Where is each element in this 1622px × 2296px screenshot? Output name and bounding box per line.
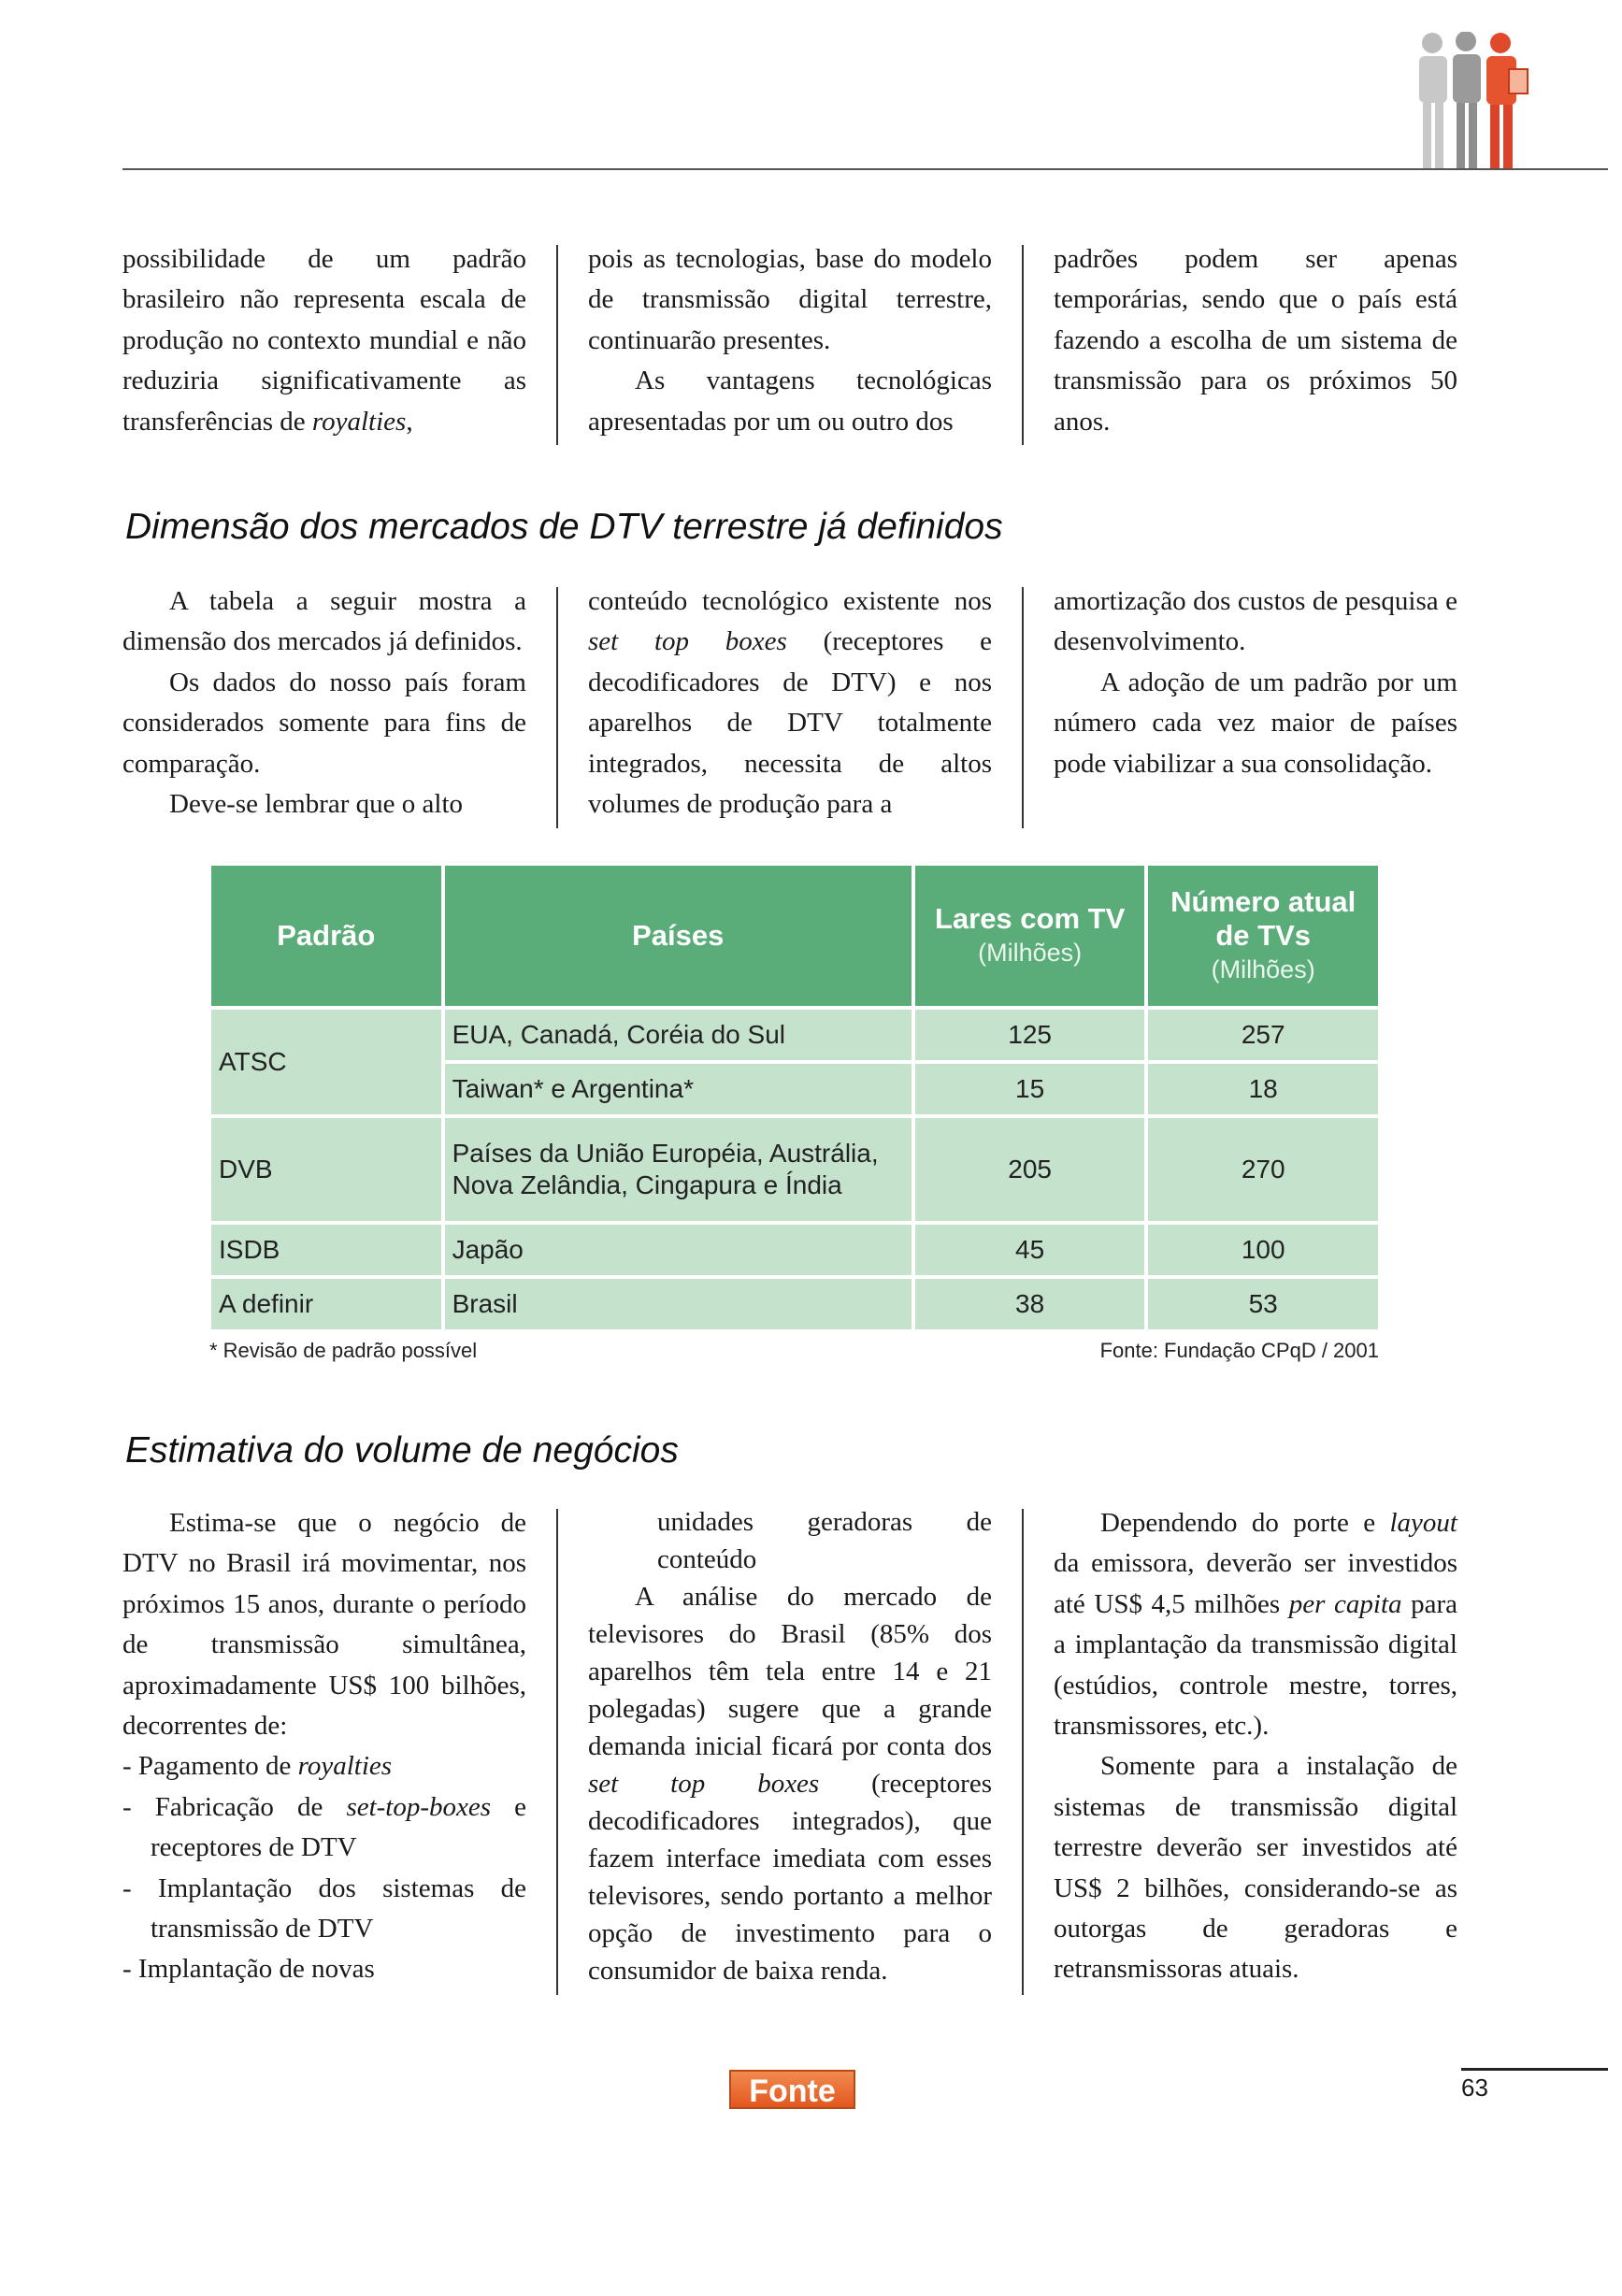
table-header-row	[211, 866, 1378, 1006]
header-rule	[122, 168, 1608, 170]
column-divider	[556, 245, 558, 445]
cell-tvs: 18	[1148, 1064, 1378, 1114]
section2-col-3: Dependendo do porte e layout da emissora, deverão ser investidos até US$ 4,5 milhões per capita para a implantação da transmissão digital (estúdios, controle mestre, torres, transmissores, etc.). Somente para a instalação de sistemas de transmissão digital terrestre deverão ser investidos até US$ 2 bilhões, considerando-se as outorgas de geradoras e retransmissoras atuais.	[1054, 1508, 1457, 1985]
cell-paises: Taiwan* e Argentina*	[445, 1064, 911, 1114]
intro-col-3: padrões podem ser apenas temporárias, sendo que o país está fazendo a escolha de um sistema de transmissão para os próximos 50 anos.	[1054, 244, 1457, 437]
column-divider	[1022, 587, 1024, 828]
header-numero-tvs: Número atual de TVs (Milhões)	[1148, 866, 1378, 1006]
people-logo-icon	[1412, 32, 1552, 172]
header-lares: Lares com TV (Milhões)	[915, 866, 1145, 1006]
section-heading: Estimativa do volume de negócios	[125, 1430, 679, 1471]
cell-tvs: 257	[1148, 1010, 1378, 1060]
business-list	[122, 1746, 526, 1989]
table-row	[211, 1225, 1378, 1275]
cell-lares: 38	[915, 1279, 1145, 1329]
table-row	[211, 1118, 1378, 1221]
cell-padrao: ATSC	[211, 1010, 441, 1114]
header-padrao: Padrão	[211, 866, 441, 1006]
header-paises: Países	[445, 866, 911, 1006]
cell-tvs: 53	[1148, 1279, 1378, 1329]
section1-col-3: amortização dos custos de pesquisa e desenvolvimento. A adoção de um padrão por um número cada vez maior de países pode viabilizar a sua consolidação.	[1054, 586, 1457, 779]
table-row	[211, 1279, 1378, 1329]
cell-paises: EUA, Canadá, Coréia do Sul	[445, 1010, 911, 1060]
list-item: - Implantação de novas	[122, 1949, 526, 1989]
list-item: - Implantação dos sistemas de transmissão de DTV	[122, 1869, 526, 1950]
cell-padrao: DVB	[211, 1118, 441, 1221]
table-row	[211, 1010, 1378, 1060]
table-source: Fonte: Fundação CPqD / 2001	[1099, 1339, 1379, 1362]
column-divider	[556, 587, 558, 828]
list-item: - Pagamento de royalties	[122, 1746, 526, 1787]
cell-paises: Brasil	[445, 1279, 911, 1329]
list-item: - Fabricação de set-top-boxes e receptores de DTV	[122, 1787, 526, 1869]
column-divider	[556, 1509, 558, 1995]
intro-col-2: pois as tecnologias, base do modelo de transmissão digital terrestre, continuarão presentes. As vantagens tecnológicas apresentadas por um ou outro dos	[588, 244, 992, 437]
column-divider	[1022, 245, 1024, 445]
cell-paises: Países da União Européia, Austrália, Nova Zelândia, Cingapura e Índia	[445, 1118, 911, 1221]
cell-padrao: ISDB	[211, 1225, 441, 1275]
cell-tvs: 270	[1148, 1118, 1378, 1221]
table-footnote: * Revisão de padrão possível	[209, 1339, 478, 1362]
fonte-logo: Fonte	[729, 2070, 855, 2109]
cell-lares: 125	[915, 1010, 1145, 1060]
cell-paises: Japão	[445, 1225, 911, 1275]
section2-col-2: unidades geradoras de conteúdo A análise do mercado de televisores do Brasil (85% dos aparelhos têm tela entre 14 e 21 polegadas) sugere que a grande demanda inicial ficará por conta dos set top boxes (receptores decodificadores integrados), que fazem interface imediata com esses televisores, sendo portanto a melhor opção de investimento para o consumidor de baixa renda.	[588, 1507, 992, 1986]
section1-col-2: conteúdo tecnológico existente nos set top boxes (receptores e decodificadores de DTV) e nos aparelhos de DTV totalmente integrados, necessita de altos volumes de produção para a	[588, 586, 992, 820]
column-divider	[1022, 1509, 1024, 1995]
section2-col-1: Estima-se que o negócio de DTV no Brasil irá movimentar, nos próximos 15 anos, durante o período de transmissão simultânea, aproximadamente US$ 100 bilhões, decorrentes de: - Pagamento de royalties - Fabricação de set-top-boxes e receptores de DTV - Implantação dos sistemas de transmissão de DTV - Implantação de novas	[122, 1503, 526, 1995]
intro-col-1: possibilidade de um padrão brasileiro não representa escala de produção no contexto mundial e não reduziria significativamente as transferências de royalties,	[122, 244, 526, 437]
cell-lares: 45	[915, 1225, 1145, 1275]
page-number: 63	[1461, 2074, 1488, 2102]
section-heading: Dimensão dos mercados de DTV terrestre já definidos	[125, 507, 1003, 547]
intro-columns	[122, 239, 1462, 445]
cell-tvs: 100	[1148, 1225, 1378, 1275]
cell-lares: 15	[915, 1064, 1145, 1114]
cell-lares: 205	[915, 1118, 1145, 1221]
markets-table	[208, 862, 1382, 1333]
section1-col-1: A tabela a seguir mostra a dimensão dos mercados já definidos. Os dados do nosso país foram considerados somente para fins de comparação. Deve-se lembrar que o alto	[122, 586, 526, 820]
footer-rule	[1461, 2068, 1608, 2071]
section1-columns	[122, 581, 1462, 828]
cell-padrao: A definir	[211, 1279, 441, 1329]
section2-columns	[122, 1503, 1462, 1995]
